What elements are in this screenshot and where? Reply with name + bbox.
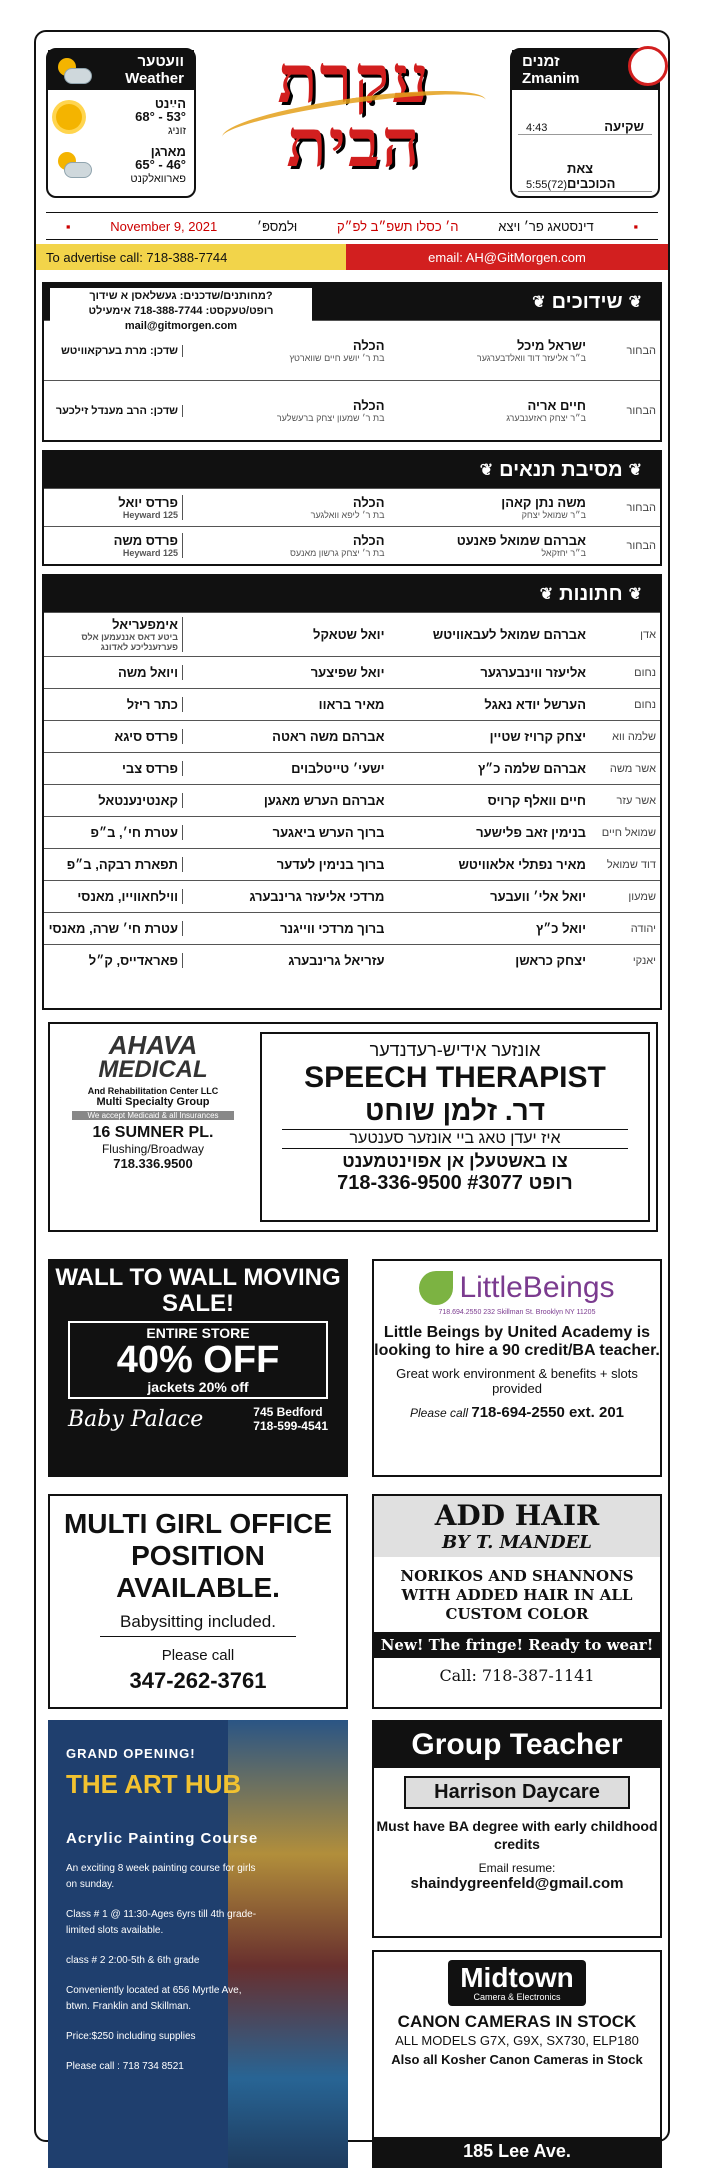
table-row xyxy=(44,912,660,944)
row-bride-sub: בת ר׳ שמעון יצחק ברעשלער xyxy=(276,413,385,423)
add-hair-byline: BY T. MANDEL xyxy=(442,1532,592,1553)
moving-phone: 718-599-4541 xyxy=(253,1419,328,1433)
little-beings-call-label: Please call xyxy=(410,1406,469,1420)
row-groom-sub: ב״ר יצחק ראזענבערג xyxy=(506,413,586,423)
row-title: שמעון xyxy=(628,890,656,903)
tnaim-header: ❦ מסיבת תנאים ❦ xyxy=(44,452,660,488)
row-groom-name: מאיר נפתלי אלאוויטש xyxy=(458,857,586,872)
advertise-bar xyxy=(36,244,668,270)
row-hall: ויואל משה xyxy=(118,665,178,680)
art-hub-ad xyxy=(48,1720,348,2168)
speech-line2: SPEECH THERAPIST xyxy=(304,1061,606,1094)
row-groom-name: יצחק כראשן xyxy=(515,953,586,968)
midtown-logo xyxy=(448,1960,586,2006)
row-groom-name: אברהם שלמה כ״ץ xyxy=(478,761,586,776)
row-groom-name: חיים וואלף קרויס xyxy=(487,793,586,808)
row-bride-name: עזריאל גרינבערג xyxy=(288,953,385,968)
row-hall: קאנטינענטאל xyxy=(98,793,178,808)
add-hair-description: NORIKOS AND SHANNONS WITH ADDED HAIR IN ALL CUSTOM COLOR xyxy=(400,1567,634,1623)
office-position-ad xyxy=(48,1494,348,1709)
row-title: שלמה ווא xyxy=(612,730,656,743)
table-row xyxy=(44,380,660,440)
row-groom-name: יואל אלי׳ וועבער xyxy=(490,889,586,904)
group-teacher-ad xyxy=(372,1720,662,1938)
zmanim-shkia-time: 4:43 xyxy=(526,122,548,134)
ahava-sub3: We accept Medicaid & all Insurances xyxy=(72,1111,234,1120)
table-row xyxy=(44,526,660,564)
alarm-clock-icon xyxy=(628,46,668,86)
art-hub-text2: Class # 1 @ 11:30-Ages 6yrs till 4th grade-limited slots available. xyxy=(66,1909,257,1936)
zmanim-tzeis-note: (72) xyxy=(547,179,567,191)
row-groom-name: הערשל יודא נאגל xyxy=(484,697,586,712)
row-bride-name: הכלה xyxy=(352,338,385,353)
row-bride-name: יואל שפיצער xyxy=(310,665,385,680)
row-hall: ווילחאווייו, מאנסי xyxy=(77,889,178,904)
advertise-phone: To advertise call: 718-388-7744 xyxy=(36,244,346,270)
speech-line4: איז יעדן טאג ביי אונזער סענטער xyxy=(282,1129,628,1149)
midtown-address: 185 Lee Ave. xyxy=(374,2137,660,2166)
speech-line6: 718-336-9500 #3077 רופט xyxy=(337,1172,573,1194)
speech-line5: צו באשטעלן אן אפוינטמענט xyxy=(342,1151,568,1171)
row-groom-sub: ב״ר אליעזר דוד וואלדבערגער xyxy=(476,353,586,363)
group-teacher-email[interactable]: shaindygreenfeld@gmail.com xyxy=(410,1875,624,1892)
zmanim-title-en: Zmanim xyxy=(522,70,580,87)
ahava-phone: 718.336.9500 xyxy=(113,1156,193,1171)
art-hub-text3: class # 2 2:00-5th & 6th grade xyxy=(66,1955,200,1966)
weather-title-yi: וועטער xyxy=(137,53,184,70)
table-row xyxy=(44,784,660,816)
row-hall-address: 125 Heyward xyxy=(122,548,178,558)
row-hall: פרדס סיגא xyxy=(114,729,178,744)
add-hair-title: ADD HAIR xyxy=(434,1499,600,1532)
office-babysitting: Babysitting included. xyxy=(100,1612,296,1637)
art-hub-price: Price:$250 including supplies xyxy=(66,2031,196,2042)
sun-icon xyxy=(56,104,82,130)
shiduchim-box-line1: מחותנים/שדכנים: געשלאסן א שידוך? xyxy=(89,290,273,302)
row-groom-name: חיים אריה xyxy=(527,398,586,413)
ahava-medical-ad xyxy=(48,1022,658,1232)
little-beings-benefits: Great work environment & benefits + slots provided xyxy=(396,1366,638,1396)
chasunos-section xyxy=(42,574,662,1010)
shiduchim-title: שידוכים xyxy=(551,290,623,313)
office-call-label: Please call xyxy=(161,1647,235,1664)
weather-title-en: Weather xyxy=(125,70,184,87)
zmanim-title-yi: זמנים xyxy=(522,53,560,70)
midtown-camera-ad xyxy=(372,1950,662,2168)
row-shadchan: שדכן: הרב מענדל זילכער xyxy=(48,405,183,417)
shiduchim-header: ❦ שידוכים ❦ מחותנים/שדכנים: געשלאסן א שידוך? רופט/טעקסט: 718-388-7744 אימעילט mail@gitmorgen.com xyxy=(44,284,660,320)
row-hall: פרדס יואל xyxy=(118,495,178,510)
moving-offer-line1: ENTIRE STORE xyxy=(146,1325,250,1341)
speech-line1: אונזער אידיש-רעדנדער xyxy=(369,1040,541,1060)
row-hall: אימפעריאל xyxy=(112,617,178,632)
midtown-kosher: Also all Kosher Canon Cameras in Stock xyxy=(391,2052,643,2067)
row-title: יאנקי xyxy=(632,954,656,967)
chasunos-title: חתונות xyxy=(559,582,623,605)
table-row xyxy=(44,816,660,848)
row-bride-sub: בת ר׳ יושע חיים שווארטץ xyxy=(289,353,385,363)
row-hall: פרדס צבי xyxy=(122,761,178,776)
row-bride-name: הכלה xyxy=(352,398,385,413)
baby-palace-logo: Baby Palace xyxy=(68,1406,204,1432)
row-bride-name: אברהם הערש מאגען xyxy=(263,793,385,808)
tnaim-section xyxy=(42,450,662,566)
row-groom-name: אברהם שמואל פאנעט xyxy=(456,533,586,548)
row-groom-name: ישראל מיכל xyxy=(517,338,586,353)
office-phone: 347-262-3761 xyxy=(129,1668,267,1693)
row-title: אשר משה xyxy=(609,762,656,775)
weather-day2-name: מארגן xyxy=(150,143,186,159)
group-teacher-requirements: Must have BA degree with early childhood credits xyxy=(376,1818,658,1852)
table-row xyxy=(44,848,660,880)
ahava-name2: MEDICAL xyxy=(98,1056,208,1083)
shiduchim-submit-box xyxy=(50,288,312,332)
group-teacher-email-label: Email resume: xyxy=(478,1861,556,1875)
row-hall: עטרת חי׳, ב״פ xyxy=(90,825,178,840)
row-title: דוד שמואל xyxy=(606,858,656,871)
weather-day1-desc: זוניג xyxy=(168,124,186,137)
weather-today xyxy=(48,90,194,138)
row-title: הבחור xyxy=(626,404,656,417)
ahava-cross-street: Flushing/Broadway xyxy=(101,1142,205,1156)
moving-sale-ad xyxy=(48,1259,348,1477)
dateline: ▪ November 9, 2021 וּלמספּ׳ ה׳ כסלו תשפ״ב לפ״ק דינסטאג פר׳ ויצא ▪ xyxy=(46,212,658,240)
row-groom-name: אליעזר ווינבערגער xyxy=(480,665,586,680)
little-beings-logo: LittleBeings xyxy=(459,1271,615,1304)
ahava-address: 16 SUMNER PL. xyxy=(92,1124,214,1141)
ahava-sub2: Multi Specialty Group xyxy=(96,1096,210,1108)
ahava-name1: AHAVA xyxy=(108,1030,198,1060)
row-hall: כתר ריזל xyxy=(126,697,178,712)
art-hub-text4: Conveniently located at 656 Myrtle Ave, btwn. Franklin and Skillman. xyxy=(66,1985,242,2012)
art-hub-title: THE ART HUB xyxy=(66,1769,242,1799)
little-beings-ad xyxy=(372,1259,662,1477)
little-beings-headline: Little Beings by United Academy is looking to hire a 90 credit/BA teacher. xyxy=(374,1324,660,1359)
zmanim-tzeis-label: צאת הכוכבים xyxy=(566,161,616,191)
art-hub-text1: An exciting 8 week painting course for girls on sunday. xyxy=(66,1863,256,1890)
row-title: אדן xyxy=(640,628,656,641)
row-hall: פאראדייס, ק״ל xyxy=(88,953,178,968)
row-title: אשר עזר xyxy=(616,794,656,807)
row-bride-name: מאיר בראוו xyxy=(318,697,385,712)
moving-offer-line2: 40% OFF xyxy=(116,1339,280,1381)
moving-address: 745 Bedford xyxy=(253,1405,323,1419)
tnaim-title: מסיבת תנאים xyxy=(499,458,623,481)
weather-day2-temps: 65° - 46° xyxy=(135,156,186,172)
table-row xyxy=(44,880,660,912)
row-title: הבחור xyxy=(626,344,656,357)
moving-headline: WALL TO WALL MOVING SALE! xyxy=(55,1264,341,1317)
row-groom-sub: ב״ר שמואל יצחק xyxy=(521,510,586,520)
dateline-date-en: November 9, 2021 xyxy=(110,218,218,234)
row-groom-name: יצחק קרויז שטיין xyxy=(489,729,586,744)
shiduchim-box-line2: רופט/טעקסט: 718-388-7744 אימעילט mail@gitmorgen.com xyxy=(88,305,274,332)
table-row xyxy=(44,612,660,656)
advertise-email[interactable]: email: AH@GitMorgen.com xyxy=(346,244,668,270)
row-bride-name: אברהם משה ראטה xyxy=(272,729,385,744)
row-title: נחום xyxy=(634,698,656,711)
row-title: יהודה xyxy=(630,922,656,935)
row-bride-sub: בת ר׳ יצחק גרשון מאנעס xyxy=(289,548,385,558)
row-bride-name: ברוך בנימין לעדער xyxy=(276,857,385,872)
leaf-icon xyxy=(419,1271,453,1305)
table-row xyxy=(44,688,660,720)
shiduchim-section xyxy=(42,282,662,442)
speech-line3: דר. זלמן שוחט xyxy=(364,1095,546,1126)
weather-logo-icon xyxy=(56,58,90,84)
row-bride-name: יואל שטאקל xyxy=(313,627,385,642)
row-title: הבחור xyxy=(626,501,656,514)
art-hub-opening: GRAND OPENING! xyxy=(66,1746,196,1761)
table-row xyxy=(44,656,660,688)
row-groom-name: אברהם שמואל לעבאוויטש xyxy=(432,627,586,642)
row-title: שמואל חיים xyxy=(601,826,656,839)
add-hair-fringe: New! The fringe! Ready to wear! xyxy=(374,1632,660,1658)
midtown-models: ALL MODELS G7X, G9X, SX730, ELP180 xyxy=(395,2033,639,2048)
zmanim-shkia-label: שקיעה xyxy=(604,119,644,134)
dateline-issue: וּלמספּ׳ xyxy=(256,218,298,234)
row-bride-name: הכלה xyxy=(352,495,385,510)
row-bride-name: ברוך מרדכי ווייגנר xyxy=(280,921,385,936)
weather-box xyxy=(46,48,196,198)
ahava-left xyxy=(58,1032,248,1222)
speech-therapist-box xyxy=(260,1032,650,1222)
row-bride-name: הכלה xyxy=(352,533,385,548)
row-bride-name: ברוך הערש ביאגער xyxy=(272,825,385,840)
moving-offer-line3: jackets 20% off xyxy=(147,1379,249,1395)
row-title: נחום xyxy=(634,666,656,679)
dateline-parsha: דינסטאג פר׳ ויצא xyxy=(498,218,594,234)
art-hub-phone: Please call : 718 734 8521 xyxy=(66,2061,184,2072)
row-bride-name: מרדכי אליעזר גרינבערג xyxy=(249,889,385,904)
weather-day1-name: הײַנט xyxy=(154,95,186,111)
zmanim-tzeis-time: 5:55 xyxy=(526,179,548,191)
table-row xyxy=(44,944,660,976)
row-shadchan: שדכן: מרת בערקאוויטש xyxy=(48,345,183,357)
row-groom-name: בנימין זאב פלישער xyxy=(476,825,586,840)
row-hall: פרדס משה xyxy=(113,533,178,548)
little-beings-phone: 718-694-2550 ext. 201 xyxy=(471,1404,624,1421)
chasunos-header: ❦ חתונות ❦ xyxy=(44,576,660,612)
row-title: הבחור xyxy=(626,539,656,552)
midtown-logo-sub: Camera & Electronics xyxy=(473,1992,561,2002)
row-bride-name: ישעי׳ טייטלבוים xyxy=(291,761,385,776)
moving-offer-box xyxy=(68,1321,328,1399)
add-hair-phone: Call: 718-387-1141 xyxy=(439,1666,595,1685)
masthead-line2: הבית xyxy=(286,104,422,182)
row-bride-sub: בת ר׳ ליפא וואלגער xyxy=(310,510,385,520)
group-teacher-daycare: Harrison Daycare xyxy=(404,1776,630,1809)
row-hall: תפארת רבקה, ב״פ xyxy=(66,857,178,872)
art-hub-course: Acrylic Painting Course xyxy=(66,1830,259,1847)
office-headline: MULTI GIRL OFFICE POSITION AVAILABLE. xyxy=(63,1508,333,1603)
midtown-logo-name: Midtown xyxy=(460,1962,574,1993)
group-teacher-title: Group Teacher xyxy=(374,1722,660,1768)
zmanim-tzeis xyxy=(518,135,652,192)
dateline-date-heb: ה׳ כסלו תשפ״ב לפ״ק xyxy=(337,218,459,234)
ahava-sub1: And Rehabilitation Center LLC xyxy=(87,1086,219,1096)
row-groom-name: יואל כ״ץ xyxy=(536,921,586,936)
add-hair-ad xyxy=(372,1494,662,1709)
weather-tomorrow xyxy=(48,138,194,186)
table-row xyxy=(44,720,660,752)
table-row xyxy=(44,488,660,526)
row-hall-address: 125 Heyward xyxy=(122,510,178,520)
weather-day1-temps: 68° - 53° xyxy=(135,108,186,124)
partly-cloudy-icon xyxy=(56,152,90,178)
row-hall: עטרת חי׳ שרה, מאנסי xyxy=(48,921,178,936)
little-beings-contact: 718.694.2550 232 Skillman St. Brooklyn NY 11205 xyxy=(438,1309,596,1316)
page-frame xyxy=(34,30,670,2161)
zmanim-shkia xyxy=(518,90,652,135)
masthead-line1: עקרת xyxy=(277,40,431,118)
table-row xyxy=(44,752,660,784)
row-groom-name: משה נתן קאהן xyxy=(501,495,586,510)
row-groom-sub: ב״ר יחזקאל xyxy=(541,548,586,558)
masthead-logo xyxy=(211,40,497,204)
midtown-headline: CANON CAMERAS IN STOCK xyxy=(397,2012,637,2031)
weather-day2-desc: פארוואלקנט xyxy=(130,172,186,185)
row-hall-note: ביטע דאס אננעמען אלס פערזענליכע לאדונג xyxy=(81,632,178,652)
